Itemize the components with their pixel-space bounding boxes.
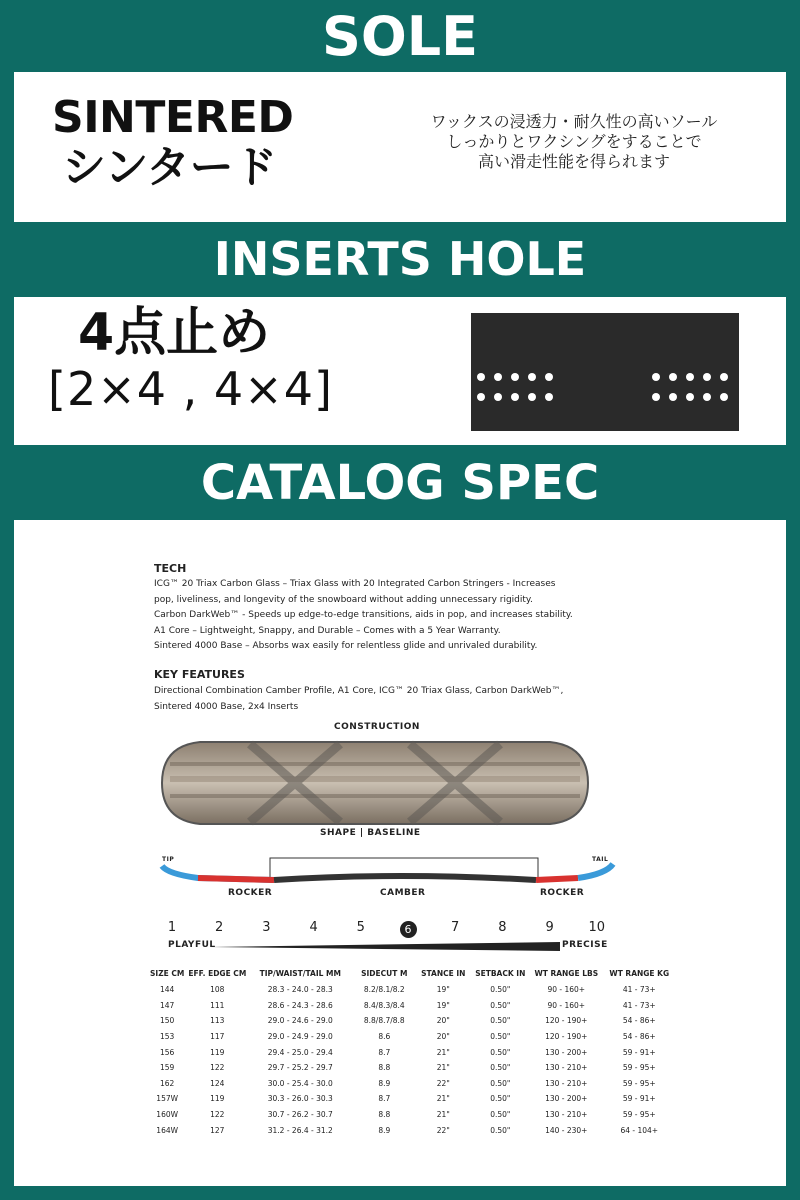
insert-dot: [669, 393, 677, 401]
flex-scale-number: 1: [167, 920, 177, 935]
spec-table-cell: 160W: [156, 1110, 179, 1120]
spec-table-cell: 122: [210, 1063, 225, 1073]
spec-table-header: STANCE IN: [421, 968, 466, 978]
rocker-right-label: ROCKER: [540, 888, 585, 898]
playful-label: PLAYFUL: [168, 940, 216, 950]
spec-table-row: [148, 1060, 676, 1076]
spec-table-cell: 41 - 73+: [622, 985, 656, 995]
flex-scale-number: 3: [262, 920, 271, 935]
flex-scale-number: 6: [400, 921, 417, 938]
insert-dot: [545, 373, 553, 381]
spec-table-cell: 127: [210, 1125, 225, 1135]
spec-table-cell: 21": [436, 1094, 450, 1104]
sole-desc-line: しっかりとワクシングをすることで: [446, 132, 702, 151]
spec-table-row: [148, 1122, 676, 1138]
spec-table-header: WT RANGE KG: [609, 968, 670, 978]
spec-table-row: [148, 1107, 676, 1123]
board-construction-image: [160, 736, 590, 830]
inserts-main-label: 4点止め: [78, 303, 271, 363]
spec-table-row: [148, 1076, 676, 1092]
spec-table-cell: 64 - 104+: [620, 1125, 659, 1135]
tech-heading: TECH: [154, 562, 187, 575]
tech-line: pop, liveliness, and longevity of the snowboard without adding unnecessary rigidity.: [154, 594, 533, 605]
insert-dot: [720, 373, 728, 381]
spec-table-cell: 130 - 200+: [545, 1094, 588, 1104]
insert-dot: [686, 393, 694, 401]
spec-table-header: WT RANGE LBS: [534, 968, 599, 978]
spec-table-row: [148, 998, 676, 1014]
spec-table-cell: 28.6 - 24.3 - 28.6: [267, 1000, 333, 1010]
flex-scale-wedge: [210, 942, 560, 952]
spec-table-cell: 159: [160, 1063, 175, 1073]
spec-table-cell: 157W: [156, 1094, 179, 1104]
insert-dot: [703, 373, 711, 381]
spec-table-cell: 21": [436, 1047, 450, 1057]
spec-table-cell: 59 - 95+: [622, 1078, 656, 1088]
spec-table-row: [148, 1029, 676, 1045]
flex-scale-number: 7: [451, 920, 460, 935]
spec-table-header: TIP/WAIST/TAIL MM: [259, 968, 341, 978]
spec-table-cell: 22": [436, 1125, 450, 1135]
insert-dot: [652, 393, 660, 401]
spec-table-cell: 0.50": [490, 1063, 511, 1073]
flex-scale-number: 10: [588, 920, 606, 935]
spec-table-cell: 164W: [156, 1125, 179, 1135]
spec-table-cell: 0.50": [490, 985, 511, 995]
spec-table-cell: 124: [210, 1078, 225, 1088]
sole-panel: [14, 72, 786, 222]
insert-dot: [494, 373, 502, 381]
flex-scale-number: 9: [545, 920, 554, 935]
tech-line: A1 Core – Lightweight, Snappy, and Durable – Comes with a 5 Year Warranty.: [154, 625, 501, 636]
spec-table-cell: 153: [160, 1032, 175, 1042]
spec-table-cell: 0.50": [490, 1032, 511, 1042]
spec-table-cell: 0.50": [490, 1047, 511, 1057]
spec-table-cell: 29.4 - 25.0 - 29.4: [267, 1047, 333, 1057]
spec-table-cell: 130 - 210+: [545, 1110, 588, 1120]
spec-table-cell: 130 - 210+: [545, 1063, 588, 1073]
rocker-left-label: ROCKER: [228, 888, 273, 898]
spec-table-cell: 30.3 - 26.0 - 30.3: [267, 1094, 333, 1104]
spec-table-cell: 19": [436, 1000, 450, 1010]
spec-table-cell: 59 - 91+: [622, 1047, 656, 1057]
insert-dot: [494, 393, 502, 401]
tech-line: Sintered 4000 Base – Absorbs wax easily for relentless glide and unrivaled durability.: [154, 641, 538, 651]
spec-table-cell: 90 - 160+: [547, 985, 586, 995]
inserts-panel: [14, 297, 786, 445]
tech-line: ICG™ 20 Triax Carbon Glass – Triax Glass with 20 Integrated Carbon Stringers - Increases: [154, 579, 556, 589]
spec-table-cell: 90 - 160+: [547, 1000, 586, 1010]
insert-dot: [477, 373, 485, 381]
spec-table-cell: 8.8/8.7/8.8: [363, 1016, 405, 1026]
spec-table-cell: 30.7 - 26.2 - 30.7: [267, 1110, 333, 1120]
spec-table-cell: 0.50": [490, 1078, 511, 1088]
features-heading: KEY FEATURES: [154, 668, 245, 681]
spec-table-header: EFF. EDGE CM: [188, 968, 247, 978]
flex-scale-number: 5: [356, 920, 365, 935]
spec-table-cell: 8.7: [378, 1047, 391, 1057]
spec-table-cell: 41 - 73+: [622, 1000, 656, 1010]
spec-table-cell: 130 - 200+: [545, 1047, 588, 1057]
spec-table-cell: 140 - 230+: [545, 1125, 588, 1135]
insert-dot: [703, 393, 711, 401]
insert-dot: [720, 393, 728, 401]
spec-table-cell: 111: [210, 1000, 225, 1010]
spec-table-cell: 120 - 190+: [545, 1032, 588, 1042]
camber-label: CAMBER: [380, 888, 426, 898]
spec-table-cell: 120 - 190+: [545, 1016, 588, 1026]
inserts-sub-label: [2×4 , 4×4]: [48, 362, 333, 416]
spec-table-cell: 21": [436, 1063, 450, 1073]
insert-dot: [652, 373, 660, 381]
spec-table-cell: 21": [436, 1110, 450, 1120]
spec-table-cell: 147: [160, 1000, 175, 1010]
spec-table-cell: 30.0 - 25.4 - 30.0: [267, 1078, 333, 1088]
catalog-panel: [14, 520, 786, 1186]
insert-dot: [669, 373, 677, 381]
insert-dot: [545, 393, 553, 401]
spec-table-cell: 8.4/8.3/8.4: [363, 1000, 405, 1010]
sole-section-title: SOLE: [321, 5, 479, 68]
spec-table-cell: 122: [210, 1110, 225, 1120]
tech-line: Carbon DarkWeb™ - Speeds up edge-to-edge transitions, aids in pop, and increases stability.: [154, 610, 573, 620]
spec-table-cell: 31.2 - 26.4 - 31.2: [267, 1125, 333, 1135]
spec-table-header: SIZE CM: [150, 968, 185, 978]
features-line: Sintered 4000 Base, 2x4 Inserts: [154, 701, 299, 712]
shape-baseline-label: SHAPE | BASELINE: [320, 828, 421, 838]
spec-table-cell: 0.50": [490, 1094, 511, 1104]
insert-dot: [686, 373, 694, 381]
inserts-section-title: INSERTS HOLE: [213, 232, 587, 286]
spec-table-cell: 144: [160, 985, 175, 995]
tip-label: TIP: [162, 856, 175, 863]
insert-dot: [528, 393, 536, 401]
spec-table-cell: 130 - 210+: [545, 1078, 588, 1088]
spec-table-cell: 150: [160, 1016, 175, 1026]
insert-dot: [511, 393, 519, 401]
spec-table-cell: 0.50": [490, 1110, 511, 1120]
sole-name-en: SINTERED: [52, 92, 294, 143]
spec-table-cell: 59 - 91+: [622, 1094, 656, 1104]
features-text: [154, 684, 624, 715]
catalog-section-title: CATALOG SPEC: [200, 455, 600, 511]
spec-table-cell: 54 - 86+: [622, 1032, 656, 1042]
spec-table-cell: 117: [210, 1032, 225, 1042]
construction-label: CONSTRUCTION: [334, 722, 420, 732]
spec-table-cell: 8.6: [378, 1032, 391, 1042]
sole-desc-line: 高い滑走性能を得られます: [477, 152, 670, 171]
spec-table-cell: 8.8: [378, 1110, 391, 1120]
spec-table-cell: 19": [436, 985, 450, 995]
spec-table-cell: 29.0 - 24.9 - 29.0: [267, 1032, 333, 1042]
spec-table-cell: 29.0 - 24.6 - 29.0: [267, 1016, 333, 1026]
precise-label: PRECISE: [562, 940, 608, 950]
spec-table-header: SETBACK IN: [475, 968, 526, 978]
spec-table: [148, 964, 676, 1138]
spec-table-cell: 119: [210, 1094, 225, 1104]
spec-table-cell: 162: [160, 1078, 175, 1088]
spec-table-cell: 108: [210, 985, 225, 995]
features-line: Directional Combination Camber Profile, A1 Core, ICG™ 20 Triax Glass, Carbon DarkWeb™,: [154, 686, 564, 696]
spec-table-cell: 8.8: [378, 1063, 391, 1073]
flex-scale-number: 4: [309, 920, 318, 935]
insert-dot: [477, 393, 485, 401]
spec-table-cell: 8.7: [378, 1094, 391, 1104]
tech-text: [154, 577, 624, 655]
spec-table-cell: 0.50": [490, 1016, 511, 1026]
spec-table-row: [148, 982, 676, 998]
insert-dot: [528, 373, 536, 381]
spec-table-cell: 0.50": [490, 1000, 511, 1010]
spec-table-cell: 113: [210, 1016, 225, 1026]
spec-table-cell: 8.2/8.1/8.2: [363, 985, 405, 995]
sole-description: [374, 112, 774, 172]
sole-desc-line: ワックスの浸透力・耐久性の高いソール: [430, 112, 718, 131]
spec-table-cell: 59 - 95+: [622, 1110, 656, 1120]
spec-table-cell: 119: [210, 1047, 225, 1057]
sole-name-jp: シンタード: [62, 142, 277, 193]
spec-table-row: [148, 1044, 676, 1060]
flex-scale-number: 8: [498, 920, 507, 935]
flex-scale-number: 2: [215, 920, 224, 935]
spec-table-cell: 20": [436, 1032, 450, 1042]
spec-table-cell: 29.7 - 25.2 - 29.7: [267, 1063, 333, 1073]
insert-dot: [511, 373, 519, 381]
spec-table-cell: 8.9: [378, 1125, 391, 1135]
spec-table-cell: 28.3 - 24.0 - 28.3: [267, 985, 333, 995]
spec-table-cell: 156: [160, 1047, 175, 1057]
spec-table-cell: 0.50": [490, 1125, 511, 1135]
spec-table-cell: 22": [436, 1078, 450, 1088]
spec-table-row: [148, 1013, 676, 1029]
spec-table-cell: 8.9: [378, 1078, 391, 1088]
spec-table-header: SIDECUT M: [361, 968, 408, 978]
spec-table-cell: 54 - 86+: [622, 1016, 656, 1026]
insert-pattern-diagram: [471, 313, 739, 431]
tail-label: TAIL: [592, 856, 609, 863]
spec-table-cell: 20": [436, 1016, 450, 1026]
spec-table-cell: 59 - 95+: [622, 1063, 656, 1073]
spec-table-row: [148, 1091, 676, 1107]
